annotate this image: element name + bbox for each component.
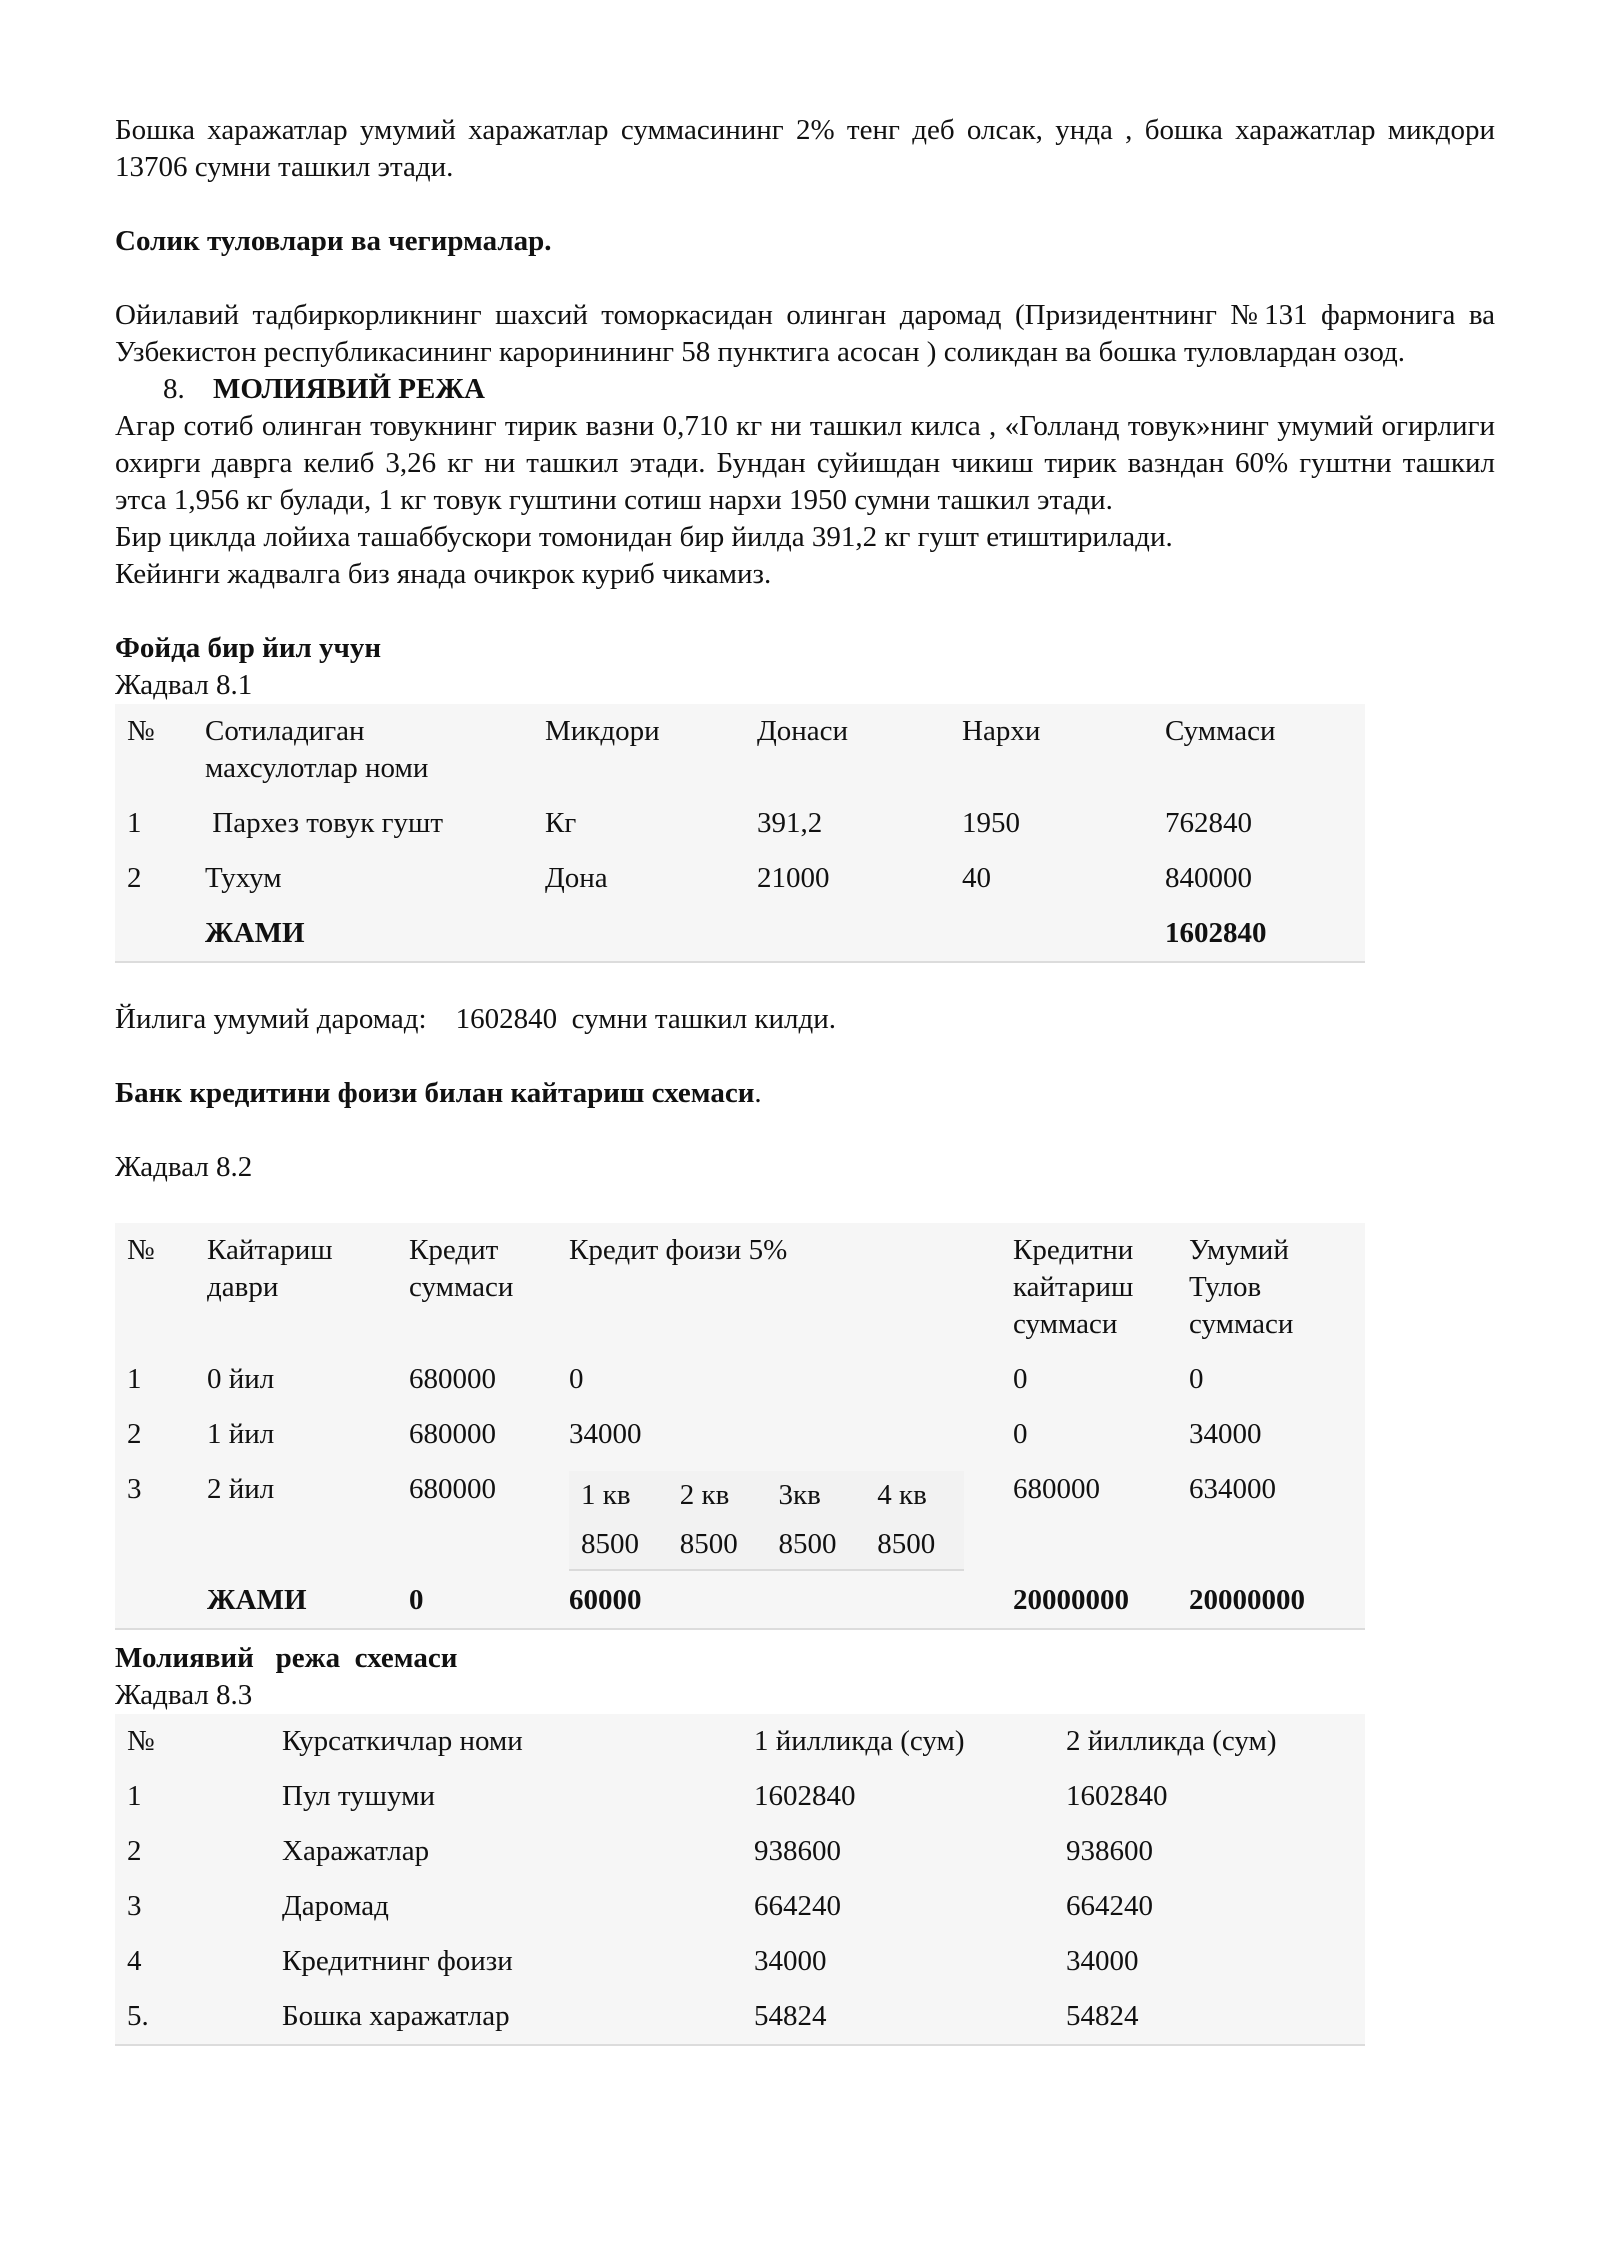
- table-cell: 1: [127, 1363, 142, 1395]
- table-row: [115, 1934, 1365, 1989]
- table-cell: Харажатлар: [282, 1835, 430, 1867]
- quarter-label: 3кв: [778, 1479, 821, 1511]
- table-cell: 938600: [1066, 1835, 1153, 1867]
- table-cell: 2 йил: [207, 1473, 275, 1505]
- total-label: ЖАМИ: [207, 1584, 307, 1616]
- header-cell: Донаси: [757, 715, 849, 747]
- quarter-label: 2 кв: [679, 1479, 730, 1511]
- table-cell: 938600: [754, 1835, 841, 1867]
- heading-bank-credit-text: Банк кредитини фоизи билан кайтариш схемаси: [115, 1077, 755, 1109]
- header-cell: 1 йилликда (сум): [754, 1725, 965, 1757]
- heading-profit: Фойда бир йил учун: [115, 632, 382, 664]
- table-cell: 680000: [1013, 1473, 1100, 1505]
- quarterly-interest-cell: [557, 1462, 1001, 1573]
- quarter-label-row: [569, 1471, 964, 1520]
- heading-financial-plan: Молиявий режа схемаси: [115, 1642, 458, 1674]
- table-cell: 34000: [569, 1418, 642, 1450]
- table-cell: 40: [962, 862, 991, 894]
- total-value: 1602840: [1165, 917, 1267, 949]
- table-cell: 1602840: [754, 1780, 856, 1812]
- table-row: [115, 1769, 1365, 1824]
- table-row: [115, 1989, 1365, 2044]
- quarterly-interest-table: [569, 1471, 964, 1571]
- table-cell: 664240: [754, 1890, 841, 1922]
- table-total-row: [115, 1573, 1365, 1628]
- table-header-row: [115, 704, 1365, 796]
- table-cell: 680000: [409, 1363, 496, 1395]
- table-cell: 34000: [1189, 1418, 1262, 1450]
- table-cell: 0: [1013, 1418, 1028, 1450]
- header-cell: Микдори: [545, 715, 660, 747]
- table-cell: 1: [127, 807, 142, 839]
- table-cell: 2: [127, 1418, 142, 1450]
- quarter-label: 4 кв: [877, 1479, 927, 1511]
- total-credit: 0: [409, 1584, 424, 1616]
- table-cell: 54824: [754, 2000, 827, 2032]
- header-cell: №: [127, 1725, 155, 1757]
- table-cell: Бошка харажатлар: [282, 2000, 510, 2032]
- table-8-1-wrapper: [115, 704, 1365, 963]
- table-total-row: [115, 906, 1365, 961]
- total-repay: 20000000: [1013, 1584, 1129, 1616]
- table-cell: 680000: [409, 1418, 496, 1450]
- table-cell: 1950: [962, 807, 1020, 839]
- table-row: [115, 1879, 1365, 1934]
- table-cell: 54824: [1066, 2000, 1139, 2032]
- table-cell: 3: [127, 1890, 142, 1922]
- paragraph-cycle: Бир циклда лойиха ташаббускори томонидан бир йилда 391,2 кг гушт етиштирилади.: [115, 521, 1173, 553]
- table-row: [115, 796, 1365, 851]
- table-cell: 34000: [754, 1945, 827, 1977]
- header-cell: №: [127, 1234, 155, 1266]
- header-cell: Кредит фоизи 5%: [569, 1234, 788, 1266]
- table-cell: 2: [127, 1835, 142, 1867]
- paragraph-other-expenses: Бошка харажатлар умумий харажатлар суммасининг 2% тенг деб олсак, унда , бошка харажатлар микдори 13706 сумни ташкил этади.: [115, 114, 1495, 183]
- document-page: [115, 112, 1495, 2056]
- quarter-value: 8500: [581, 1528, 639, 1560]
- table-8-3: [115, 1714, 1365, 2044]
- total-sum: 20000000: [1189, 1584, 1305, 1616]
- table-8-2-wrapper: [115, 1223, 1365, 1630]
- table-header-row: [115, 1223, 1365, 1352]
- table-cell: 0: [1013, 1363, 1028, 1395]
- section-title: МОЛИЯВИЙ РЕЖА: [213, 373, 485, 405]
- table-cell: 634000: [1189, 1473, 1276, 1505]
- table-row: [115, 1462, 1365, 1573]
- header-cell: №: [127, 715, 155, 747]
- table-cell: 840000: [1165, 862, 1252, 894]
- table-cell: 1 йил: [207, 1418, 275, 1450]
- table-cell: 0: [569, 1363, 584, 1395]
- quarter-value-row: [569, 1520, 964, 1570]
- total-label: ЖАМИ: [205, 917, 305, 949]
- table-cell: 1602840: [1066, 1780, 1168, 1812]
- table-cell: Кредитнинг фоизи: [282, 1945, 513, 1977]
- table-row: [115, 851, 1365, 906]
- table-header-row: [115, 1714, 1365, 1769]
- heading-bank-credit-dot: .: [754, 1077, 762, 1109]
- table-cell: 680000: [409, 1473, 496, 1505]
- table-row: [115, 1824, 1365, 1879]
- table-cell: 21000: [757, 862, 830, 894]
- header-cell: Кайтариш даври: [207, 1234, 333, 1303]
- table-8-1: [115, 704, 1365, 961]
- table-8-1-caption: Жадвал 8.1: [115, 669, 253, 701]
- quarter-value: 8500: [679, 1528, 738, 1560]
- header-cell: Умумий Тулов суммаси: [1189, 1234, 1294, 1340]
- paragraph-tax-exemption: Ойилавий тадбиркорликнинг шахсий томоркасидан олинган даромад (Призидентнинг №131 фармонига ва Узбекистон республикасининг кароринининг 58 пунктига асосан ) соликдан ва бошка туловлардан озод.: [115, 299, 1495, 368]
- paragraph-weight: Агар сотиб олинган товукнинг тирик вазни 0,710 кг ни ташкил килса , «Голланд товук»нинг умумий огирлиги охирги даврга келиб 3,26 кг ни ташкил этади. Бундан суйишдан чикиш тирик вазндан 60% гуштни ташкил этса 1,956 кг булади, 1 кг товук гуштини сотиш нархи 1950 сумни ташкил этади.: [115, 410, 1495, 516]
- header-cell: Кредитни кайтариш суммаси: [1013, 1234, 1134, 1340]
- header-cell: Нархи: [962, 715, 1041, 747]
- table-cell: 0: [1189, 1363, 1204, 1395]
- header-cell: Кредит суммаси: [409, 1234, 514, 1303]
- table-cell: 4: [127, 1945, 142, 1977]
- table-8-3-caption: Жадвал 8.3: [115, 1679, 253, 1711]
- table-cell: 2: [127, 862, 142, 894]
- table-cell: 34000: [1066, 1945, 1139, 1977]
- table-cell: 1: [127, 1780, 142, 1812]
- section-number: 8.: [163, 373, 185, 405]
- table-8-3-wrapper: [115, 1714, 1365, 2046]
- table-cell: Тухум: [205, 862, 282, 894]
- table-cell: 762840: [1165, 807, 1252, 839]
- table-row: [115, 1352, 1365, 1407]
- section-8-heading: [115, 371, 1495, 408]
- table-cell: Даромад: [282, 1890, 389, 1922]
- table-cell: 664240: [1066, 1890, 1153, 1922]
- table-cell: Пул тушуми: [282, 1780, 436, 1812]
- header-cell: Сотиладиган махсулотлар номи: [205, 715, 429, 784]
- table-cell: 0 йил: [207, 1363, 275, 1395]
- quarter-value: 8500: [778, 1528, 837, 1560]
- table-row: [115, 1407, 1365, 1462]
- heading-tax: Солик туловлари ва чегирмалар.: [115, 225, 552, 257]
- header-cell: Суммаси: [1165, 715, 1276, 747]
- table-cell: Дона: [545, 862, 608, 894]
- table-cell: 391,2: [757, 807, 823, 839]
- table-cell: Кг: [545, 807, 577, 839]
- paragraph-annual-income: Йилига умумий даромад: 1602840 сумни ташкил килди.: [115, 1003, 837, 1035]
- header-cell: Курсаткичлар номи: [282, 1725, 523, 1757]
- heading-bank-credit: [115, 1075, 1495, 1112]
- header-cell: 2 йилликда (сум): [1066, 1725, 1277, 1757]
- table-8-2: [115, 1223, 1365, 1628]
- quarter-label: 1 кв: [581, 1479, 631, 1511]
- table-cell: Пархез товук гушт: [205, 807, 444, 839]
- table-cell: 3: [127, 1473, 142, 1505]
- total-interest: 60000: [569, 1584, 642, 1616]
- table-cell: 5.: [127, 2000, 149, 2032]
- table-8-2-caption: Жадвал 8.2: [115, 1151, 253, 1183]
- quarter-value: 8500: [877, 1528, 936, 1560]
- paragraph-next-table: Кейинги жадвалга биз янада очикрок куриб чикамиз.: [115, 558, 772, 590]
